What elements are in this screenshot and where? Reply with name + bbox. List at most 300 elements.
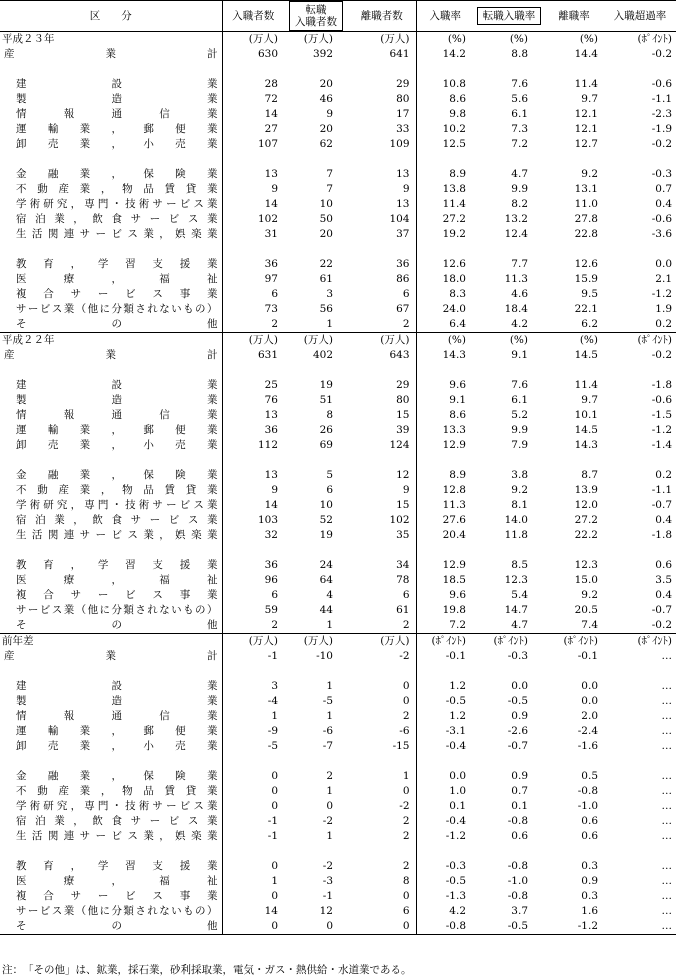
cell-value: 12 (319, 905, 333, 917)
table-row (0, 77, 676, 92)
cell-value: -0.1 (577, 650, 598, 662)
cell-value: 10.2 (442, 123, 466, 135)
cell-value: … (661, 905, 672, 917)
cell-value: 10 (319, 499, 333, 511)
cell-value: 0 (271, 800, 278, 812)
cell-value: 9.2 (581, 168, 598, 180)
cell-value: 2 (348, 317, 416, 333)
cell-value: -6 (322, 725, 333, 737)
cell-value: -0.1 (445, 650, 466, 662)
cell-value: 46 (319, 93, 333, 105)
cell-value: 14.0 (504, 514, 528, 526)
cell-value: 18.4 (504, 303, 528, 315)
cell-value: -3.6 (651, 228, 672, 240)
cell-value: 2 (348, 618, 416, 634)
cell-value: -2.3 (651, 108, 672, 120)
cell-value: 9.9 (511, 183, 528, 195)
cell-value: -1.4 (651, 439, 672, 451)
cell-value: 19 (319, 379, 333, 391)
table-body (0, 32, 676, 935)
cell-value: 20.5 (574, 604, 598, 616)
cell-value: 643 (348, 348, 416, 363)
cell-value: -1.2 (544, 919, 604, 935)
unit-label: (%) (544, 32, 604, 48)
cell-value: 52 (319, 514, 333, 526)
cell-value: 14.5 (574, 424, 598, 436)
cell-value: 12 (348, 468, 416, 483)
row-label: 宿泊業，飲食サービス業 (16, 514, 218, 526)
cell-value: 9.5 (581, 288, 598, 300)
cell-value: 20.4 (442, 529, 466, 541)
table-row (0, 814, 676, 829)
cell-value: 0 (271, 860, 278, 872)
cell-value: 36 (264, 258, 278, 270)
cell-value: 14.2 (442, 48, 466, 60)
unit-label: (万人) (284, 32, 348, 48)
row-label: 医療，福祉 (16, 875, 218, 887)
cell-value: 11.4 (442, 198, 466, 210)
cell-value: 0 (348, 679, 416, 694)
cell-value: 0.2 (655, 469, 672, 481)
cell-value: 1 (271, 710, 278, 722)
cell-value: 1 (326, 318, 333, 330)
table-row (0, 317, 676, 333)
cell-value: 0.6 (511, 830, 528, 842)
cell-value: 78 (348, 573, 416, 588)
footnote: 注： 「その他」は、鉱業，採石業，砂利採取業，電気・ガス・熱供給・水道業である。 (2, 964, 412, 976)
cell-value: 0.3 (581, 890, 598, 902)
unit-label: (ﾎﾟｲﾝﾄ) (474, 634, 544, 650)
unit-label: (万人) (222, 32, 284, 48)
table-row (0, 829, 676, 844)
spacer-row (0, 152, 676, 167)
row-label: 教育，学習支援業 (16, 860, 218, 872)
cell-value: 2.0 (581, 710, 598, 722)
cell-value: -1.0 (577, 800, 598, 812)
table-row (0, 47, 676, 62)
cell-value: 12.8 (442, 484, 466, 496)
cell-value: -1.5 (651, 409, 672, 421)
cell-value: 9.1 (511, 349, 528, 361)
unit-label: (%) (544, 333, 604, 349)
table-row (0, 438, 676, 453)
cell-value: -0.2 (651, 619, 672, 631)
cell-value: 22.2 (574, 529, 598, 541)
cell-value: -1 (267, 815, 278, 827)
cell-value: … (661, 890, 672, 902)
table-row (0, 588, 676, 603)
cell-value: 11.3 (504, 273, 528, 285)
cell-value: 0.0 (449, 770, 466, 782)
cell-value: 3.8 (511, 469, 528, 481)
unit-label: (万人) (284, 333, 348, 349)
cell-value: 4.7 (511, 619, 528, 631)
cell-value: 9.7 (581, 394, 598, 406)
cell-value: 22.8 (574, 228, 598, 240)
cell-value: 109 (348, 137, 416, 152)
spacer-row (0, 844, 676, 859)
table-row (0, 904, 676, 919)
cell-value: 5 (326, 469, 333, 481)
row-label: 情報通信業 (16, 710, 218, 722)
cell-value: 2 (348, 814, 416, 829)
cell-value: 7.7 (511, 258, 528, 270)
cell-value: 56 (319, 303, 333, 315)
table-header-row (0, 1, 676, 32)
cell-value: 9 (348, 182, 416, 197)
cell-value: 4.7 (511, 168, 528, 180)
cell-value: -0.3 (651, 168, 672, 180)
cell-value: 0.6 (581, 830, 598, 842)
cell-value: 15 (348, 498, 416, 513)
cell-value: -0.3 (445, 860, 466, 872)
cell-value: 0 (348, 784, 416, 799)
cell-value: 0 (348, 889, 416, 904)
cell-value: 1.6 (581, 905, 598, 917)
cell-value: 7.4 (581, 619, 598, 631)
row-label: 不動産業，物品賃貸業 (16, 183, 218, 195)
cell-value: 0 (326, 800, 333, 812)
cell-value: 0.4 (655, 589, 672, 601)
cell-value: 27.2 (574, 514, 598, 526)
cell-value: 0 (222, 919, 284, 935)
spacer-row (0, 242, 676, 257)
cell-value: 44 (319, 604, 333, 616)
cell-value: 4.6 (511, 288, 528, 300)
cell-value: 2.1 (655, 273, 672, 285)
cell-value: 20 (319, 78, 333, 90)
cell-value: 36 (264, 424, 278, 436)
cell-value: 12.5 (442, 138, 466, 150)
cell-value: 64 (319, 574, 333, 586)
cell-value: 1 (326, 619, 333, 631)
cell-value: 6 (271, 288, 278, 300)
cell-value: 5.2 (511, 409, 528, 421)
cell-value: 0 (271, 785, 278, 797)
cell-value: 7.2 (511, 138, 528, 150)
cell-value: 2 (271, 318, 278, 330)
unit-label: (ﾎﾟｲﾝﾄ) (416, 634, 474, 650)
cell-value: 11.3 (442, 499, 466, 511)
spacer-row (0, 664, 676, 679)
cell-value: 0.9 (511, 770, 528, 782)
cell-value: 7 (326, 183, 333, 195)
cell-value: … (661, 725, 672, 737)
cell-value: … (661, 650, 672, 662)
cell-value: 12.6 (574, 258, 598, 270)
cell-value: 0 (284, 919, 348, 935)
cell-value: 7.3 (511, 123, 528, 135)
header-separation-rate: 離職率 (544, 1, 604, 32)
cell-value: 630 (257, 48, 278, 60)
cell-value: … (604, 919, 676, 935)
cell-value: 102 (348, 513, 416, 528)
section-header-row (0, 634, 676, 650)
cell-value: 0.7 (655, 183, 672, 195)
cell-value: 76 (264, 394, 278, 406)
row-label: 宿泊業，飲食サービス業 (16, 213, 218, 225)
cell-value: 8 (326, 409, 333, 421)
cell-value: 8.9 (449, 168, 466, 180)
cell-value: 1 (326, 680, 333, 692)
cell-value: 6.1 (511, 394, 528, 406)
cell-value: 0.1 (449, 800, 466, 812)
cell-value: 9.9 (511, 424, 528, 436)
cell-value: -0.5 (445, 695, 466, 707)
cell-value: 14 (264, 198, 278, 210)
cell-value: 0.0 (581, 695, 598, 707)
cell-value: -1 (267, 830, 278, 842)
cell-value: -9 (267, 725, 278, 737)
table-row (0, 679, 676, 694)
cell-value: 7.9 (511, 439, 528, 451)
cell-value: 631 (257, 349, 278, 361)
table-row (0, 874, 676, 889)
cell-value: 14.3 (574, 439, 598, 451)
cell-value: -0.8 (577, 785, 598, 797)
cell-value: 7.6 (511, 78, 528, 90)
table-row (0, 122, 676, 137)
cell-value: 11.0 (574, 198, 598, 210)
cell-value: 0.0 (511, 680, 528, 692)
table-row (0, 498, 676, 513)
table-row (0, 739, 676, 754)
cell-value: 13 (264, 469, 278, 481)
cell-value: 39 (348, 423, 416, 438)
cell-value: -2 (322, 815, 333, 827)
table-row (0, 197, 676, 212)
cell-value: -1.1 (651, 93, 672, 105)
cell-value: -15 (348, 739, 416, 754)
cell-value: 14.4 (574, 48, 598, 60)
cell-value: 35 (348, 528, 416, 543)
cell-value: 11.4 (574, 379, 598, 391)
table-row (0, 889, 676, 904)
header-hire-rate: 入職率 (416, 1, 474, 32)
cell-value: 12.3 (504, 574, 528, 586)
row-label: 複合サービス事業 (16, 589, 218, 601)
cell-value: 1 (326, 710, 333, 722)
header-hires: 入職者数 (222, 1, 284, 32)
table-row (0, 468, 676, 483)
row-label: 製造業 (16, 394, 218, 406)
row-label: 不動産業，物品賃貸業 (16, 785, 218, 797)
cell-value: … (661, 860, 672, 872)
table-row (0, 182, 676, 197)
cell-value: -1.8 (651, 379, 672, 391)
cell-value: 9.8 (449, 108, 466, 120)
cell-value: … (661, 815, 672, 827)
cell-value: 10.8 (442, 78, 466, 90)
cell-value: -1.0 (507, 875, 528, 887)
section-header-row (0, 32, 676, 48)
unit-label: (万人) (348, 634, 416, 650)
unit-label: (%) (416, 333, 474, 349)
cell-value: -0.5 (474, 919, 544, 935)
cell-value: -0.6 (651, 78, 672, 90)
row-label: サービス業（他に分類されないもの） (16, 303, 218, 315)
cell-value: 8.9 (449, 469, 466, 481)
row-label: 製造業 (16, 695, 218, 707)
cell-value: … (661, 875, 672, 887)
table-row (0, 348, 676, 363)
cell-value: 102 (257, 213, 278, 225)
cell-value: 34 (348, 558, 416, 573)
cell-value: 22.1 (574, 303, 598, 315)
cell-value: -2.6 (507, 725, 528, 737)
unit-label: (ﾎﾟｲﾝﾄ) (544, 634, 604, 650)
cell-value: 4.2 (511, 318, 528, 330)
cell-value: 9.7 (581, 93, 598, 105)
section-title: 前年差 (0, 634, 222, 650)
cell-value: 1 (326, 830, 333, 842)
table-row (0, 784, 676, 799)
cell-value: 14 (264, 905, 278, 917)
cell-value: 7 (326, 168, 333, 180)
row-label: 情報通信業 (16, 409, 218, 421)
cell-value: 0.7 (511, 785, 528, 797)
cell-value: -0.4 (445, 815, 466, 827)
row-label: 製造業 (16, 93, 218, 105)
cell-value: -0.8 (507, 860, 528, 872)
cell-value: 9 (326, 108, 333, 120)
cell-value: 61 (348, 603, 416, 618)
table-row (0, 227, 676, 242)
cell-value: -2 (348, 799, 416, 814)
cell-value: 8.7 (581, 469, 598, 481)
cell-value: 8.3 (449, 288, 466, 300)
cell-value: 6 (348, 588, 416, 603)
cell-value: -0.7 (651, 604, 672, 616)
cell-value: 9.6 (449, 379, 466, 391)
row-label: 生活関連サービス業，娯楽業 (16, 228, 218, 240)
cell-value: 13.9 (574, 484, 598, 496)
cell-value: -6 (348, 724, 416, 739)
cell-value: … (661, 695, 672, 707)
cell-value: 73 (264, 303, 278, 315)
row-label: 複合サービス事業 (16, 288, 218, 300)
row-label: 金融業，保険業 (16, 168, 218, 180)
cell-value: 20 (319, 228, 333, 240)
unit-label: (ﾎﾟｲﾝﾄ) (604, 32, 676, 48)
table-row (0, 769, 676, 784)
cell-value: 22 (319, 258, 333, 270)
cell-value: 6 (348, 904, 416, 919)
cell-value: 36 (348, 257, 416, 272)
cell-value: 14 (264, 499, 278, 511)
cell-value: 13.2 (504, 213, 528, 225)
cell-value: 0 (348, 694, 416, 709)
cell-value: 24.0 (442, 303, 466, 315)
unit-label: (万人) (222, 634, 284, 650)
table-row (0, 272, 676, 287)
cell-value: -0.6 (651, 213, 672, 225)
row-label: 金融業，保険業 (16, 469, 218, 481)
cell-value: -0.3 (507, 650, 528, 662)
cell-value: -2 (348, 649, 416, 664)
cell-value: 59 (264, 604, 278, 616)
cell-value: 8.8 (511, 48, 528, 60)
unit-label: (%) (474, 333, 544, 349)
cell-value: 8.6 (449, 409, 466, 421)
table-row (0, 137, 676, 152)
row-label: 産業計 (4, 650, 218, 662)
cell-value: … (661, 830, 672, 842)
cell-value: … (661, 800, 672, 812)
cell-value: -1 (322, 890, 333, 902)
cell-value: 27.2 (442, 213, 466, 225)
cell-value: 8.6 (449, 93, 466, 105)
cell-value: 9.2 (581, 589, 598, 601)
header-job-change-hires (284, 1, 348, 32)
cell-value: 1 (326, 785, 333, 797)
cell-value: -1 (267, 650, 278, 662)
row-label: 教育，学習支援業 (16, 258, 218, 270)
cell-value: 11.8 (504, 529, 528, 541)
cell-value: 3 (271, 680, 278, 692)
cell-value: -0.8 (507, 815, 528, 827)
cell-value: 0 (348, 919, 416, 935)
cell-value: 0.6 (655, 559, 672, 571)
cell-value: 0.0 (581, 680, 598, 692)
cell-value: 15.9 (574, 273, 598, 285)
table-row (0, 92, 676, 107)
cell-value: … (661, 680, 672, 692)
cell-value: 1 (271, 875, 278, 887)
table-row (0, 603, 676, 618)
cell-value: 2 (326, 770, 333, 782)
cell-value: -0.8 (507, 890, 528, 902)
table-row (0, 709, 676, 724)
cell-value: 12.7 (574, 138, 598, 150)
cell-value: 29 (348, 77, 416, 92)
cell-value: -0.2 (651, 349, 672, 361)
cell-value: 27.6 (442, 514, 466, 526)
cell-value: 12.0 (574, 499, 598, 511)
row-label: 宿泊業，飲食サービス業 (16, 815, 218, 827)
table-row (0, 107, 676, 122)
table-row (0, 302, 676, 317)
cell-value: 0.2 (655, 318, 672, 330)
cell-value: 0.6 (581, 815, 598, 827)
cell-value: -0.5 (445, 875, 466, 887)
row-label: 学術研究，専門・技術サービス業 (16, 499, 218, 511)
cell-value: 80 (348, 393, 416, 408)
cell-value: 17 (348, 107, 416, 122)
cell-value: -0.2 (651, 138, 672, 150)
cell-value: -5 (267, 740, 278, 752)
spacer-row (0, 363, 676, 378)
row-label: 運輸業，郵便業 (16, 725, 218, 737)
cell-value: -0.8 (416, 919, 474, 935)
table-row (0, 558, 676, 573)
row-label: 生活関連サービス業，娯楽業 (16, 830, 218, 842)
section-header-row (0, 333, 676, 349)
cell-value: -0.4 (445, 740, 466, 752)
cell-value: 13.8 (442, 183, 466, 195)
table-row (0, 483, 676, 498)
unit-label: (%) (474, 32, 544, 48)
table-row (0, 212, 676, 227)
row-label: その他 (16, 920, 218, 932)
cell-value: 2 (348, 709, 416, 724)
cell-value: 69 (319, 439, 333, 451)
table-row (0, 393, 676, 408)
cell-value: -1.2 (651, 288, 672, 300)
cell-value: 18.5 (442, 574, 466, 586)
cell-value: 402 (312, 349, 333, 361)
table-row (0, 573, 676, 588)
